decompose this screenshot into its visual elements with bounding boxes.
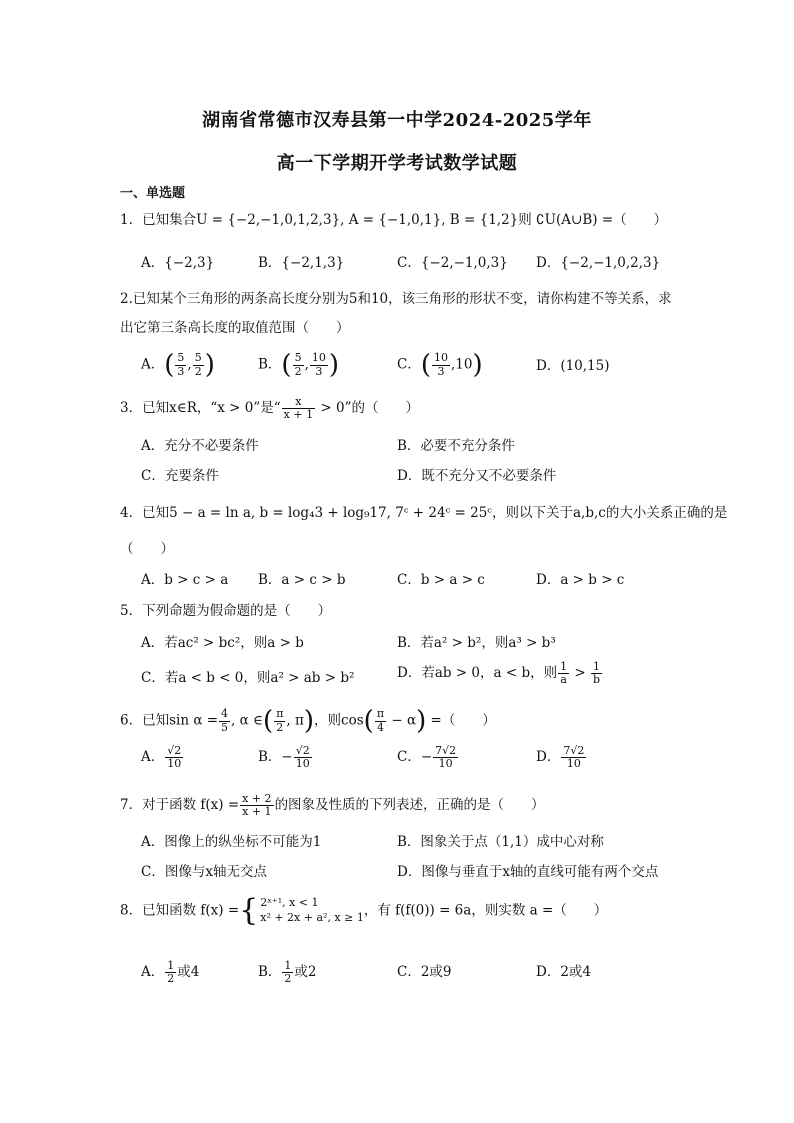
denominator: 2 bbox=[167, 972, 175, 986]
fraction bbox=[165, 745, 183, 770]
question-7-stem bbox=[120, 793, 545, 818]
fraction bbox=[165, 960, 176, 985]
fraction bbox=[294, 745, 312, 770]
question-8-option-a bbox=[141, 960, 199, 985]
option-letter: C． bbox=[397, 356, 421, 373]
denominator: 10 bbox=[167, 757, 182, 771]
question-4-option-a: A．b > c > a bbox=[141, 572, 229, 588]
fraction bbox=[375, 708, 386, 733]
fraction bbox=[591, 661, 602, 686]
question-2-option-a: A．( $\frac{5}{3}$ , $\frac{5}{2}$ ) bbox=[141, 350, 215, 380]
question-1-stem: 1．已知集合U = {−2,−1,0,1,2,3}, A = {−1,0,1}, B = {1,2}则 ∁U(A∪B) =（ ） bbox=[120, 212, 668, 228]
option-letter: B． bbox=[258, 964, 282, 981]
fraction bbox=[561, 745, 586, 770]
numerator: π bbox=[276, 707, 284, 721]
question-8-option-d: D．2或4 bbox=[536, 964, 592, 980]
numerator: 1 bbox=[560, 660, 568, 673]
question-4-stem: 4．已知5 − a = ln a, b = log₄3 + log₉17, 7ᶜ + 24ᶜ = 25ᶜ，则以下关于a,b,c的大小关系正确的是 bbox=[120, 505, 728, 521]
question-4-option-b: B．a > c > b bbox=[258, 572, 346, 588]
numerator: 10 bbox=[434, 351, 448, 365]
numerator: 5 bbox=[294, 351, 302, 365]
question-8-option-c: C．2或9 bbox=[397, 964, 452, 980]
stem-text: ，有 f(f(0)) = 6a，则实数 a =（ ） bbox=[363, 902, 608, 919]
question-3-stem bbox=[120, 396, 419, 421]
fraction bbox=[219, 708, 230, 733]
question-3-option-d: D．既不充分又不必要条件 bbox=[397, 468, 557, 484]
option-letter: A． bbox=[141, 964, 165, 981]
exam-title-line1: 湖南省常德市汉寿县第一中学2024-2025学年 bbox=[202, 110, 592, 131]
numerator: 7√2 bbox=[435, 744, 457, 757]
stem-text: 的图象及性质的下列表述，正确的是（ ） bbox=[274, 797, 545, 814]
denominator: b bbox=[593, 673, 601, 687]
question-7-option-d: D．图像与垂直于x轴的直线可能有两个交点 bbox=[397, 864, 659, 880]
stem-text: 6．已知sin α = bbox=[120, 712, 219, 729]
question-1-option-d: D．{−2,−1,0,2,3} bbox=[536, 255, 661, 271]
question-8-stem bbox=[120, 893, 608, 928]
numerator: 5 bbox=[177, 351, 185, 365]
denominator: 2 bbox=[194, 364, 202, 378]
question-3-option-a: A．充分不必要条件 bbox=[141, 438, 259, 454]
denominator: 10 bbox=[295, 757, 310, 771]
question-6-option-c bbox=[397, 745, 459, 770]
denominator: x + 1 bbox=[242, 805, 272, 819]
fraction bbox=[433, 745, 458, 770]
option-text: D．若ab > 0，a < b，则 bbox=[397, 665, 558, 682]
fraction bbox=[282, 396, 315, 421]
question-6-option-b bbox=[258, 745, 313, 770]
denominator: 2 bbox=[284, 972, 292, 986]
question-4-stem-tail: （ ） bbox=[120, 541, 174, 557]
question-7-option-b: B．图象关于点（1,1）成中心对称 bbox=[397, 834, 604, 850]
numerator: 1 bbox=[167, 959, 175, 972]
numerator: √2 bbox=[167, 744, 182, 757]
denominator: 3 bbox=[177, 364, 185, 378]
numerator: 5 bbox=[194, 351, 202, 365]
question-2-stem: 2.已知某个三角形的两条高长度分别为5和10，该三角形的形状不变，请你构建不等关系，求出它第三条高长度的取值范围（ ） bbox=[120, 291, 672, 336]
numerator: 4 bbox=[221, 707, 229, 721]
numerator: 10 bbox=[311, 351, 326, 365]
denominator: 3 bbox=[437, 364, 445, 378]
option-letter: C．− bbox=[397, 749, 433, 766]
stem-text: 8．已知函数 f(x) = bbox=[120, 902, 240, 919]
question-6-stem: 6．已知sin α = $\frac{4}{5}$ , α ∈( $\frac{\pi}{2}$ , π)，则cos( $\frac{\pi}{4}$ − α) =（ ） bbox=[120, 706, 496, 736]
question-1-option-b: B．{−2,1,3} bbox=[258, 255, 345, 271]
denominator: 2 bbox=[294, 364, 302, 378]
question-2-option-d: D．(10,15) bbox=[536, 358, 610, 374]
question-5-stem: 5．下列命题为假命题的是（ ） bbox=[120, 603, 332, 619]
left-brace: { bbox=[239, 893, 259, 928]
question-3-option-b: B．必要不充分条件 bbox=[397, 438, 515, 454]
piecewise-cases bbox=[260, 896, 364, 926]
stem-text: =（ ） bbox=[426, 712, 496, 729]
stem-text: − α bbox=[387, 712, 417, 729]
fraction bbox=[193, 352, 204, 377]
numerator: √2 bbox=[295, 744, 310, 757]
denominator: 3 bbox=[315, 364, 323, 378]
option-letter: A． bbox=[141, 356, 165, 373]
denominator: 5 bbox=[221, 720, 229, 734]
question-6-option-d bbox=[536, 745, 587, 770]
denominator: x + 1 bbox=[283, 408, 314, 422]
question-3-option-c: C．充要条件 bbox=[141, 468, 219, 484]
question-5-option-a: A．若ac² > bc²，则a > b bbox=[141, 635, 304, 651]
question-5-option-b: B．若a² > b²，则a³ > b³ bbox=[397, 635, 556, 651]
denominator: a bbox=[560, 673, 567, 687]
denominator: 2 bbox=[276, 720, 284, 734]
fraction bbox=[274, 708, 285, 733]
numerator: π bbox=[376, 707, 385, 721]
stem-text: , α ∈ bbox=[231, 712, 264, 729]
stem-text: > 0”的（ ） bbox=[316, 400, 419, 417]
exam-title-line2: 高一下学期开学考试数学试题 bbox=[276, 153, 518, 174]
fraction bbox=[240, 793, 273, 818]
question-1-option-a: A．{−2,3} bbox=[141, 255, 215, 271]
question-8-option-b bbox=[258, 960, 317, 985]
question-7-option-a: A．图像上的纵坐标不可能为1 bbox=[141, 834, 322, 850]
stem-text: ，则cos bbox=[314, 712, 364, 729]
question-4-option-c: C．b > a > c bbox=[397, 572, 485, 588]
stem-text: , π bbox=[286, 712, 304, 729]
option-letter: A． bbox=[141, 749, 165, 766]
numerator: 7√2 bbox=[563, 744, 585, 757]
fraction bbox=[558, 661, 569, 686]
option-tail: 或4 bbox=[177, 964, 200, 981]
option-letter: B．− bbox=[258, 749, 293, 766]
denominator: 4 bbox=[376, 720, 384, 734]
question-5-option-c: C．若a < b < 0，则a² > ab > b² bbox=[141, 670, 355, 686]
fraction bbox=[293, 352, 304, 377]
question-2-option-c: C．( $\frac{10}{3}$ ,10) bbox=[397, 350, 483, 380]
question-2-option-b: B．( $\frac{5}{2}$ , $\frac{10}{3}$ ) bbox=[258, 350, 340, 380]
stem-text: 7．对于函数 f(x) = bbox=[120, 797, 240, 814]
piece-case-1: 2ˣ⁺¹, x < 1 bbox=[260, 896, 319, 910]
numerator: 1 bbox=[284, 959, 292, 972]
piece-case-2: x² + 2x + a², x ≥ 1 bbox=[260, 911, 364, 924]
numerator: x + 2 bbox=[242, 792, 272, 805]
numerator: 1 bbox=[591, 661, 602, 674]
numerator: x bbox=[282, 396, 315, 409]
question-5-option-d: D．若ab > 0，a < b，则 $\frac{1}{a}$ > $\frac{1}{b}$ bbox=[397, 660, 601, 687]
question-7-option-c: C．图像与x轴无交点 bbox=[141, 864, 267, 880]
section-heading: 一、单选题 bbox=[120, 186, 186, 201]
question-6-option-a bbox=[141, 745, 184, 770]
denominator: 10 bbox=[438, 757, 453, 771]
option-letter: B． bbox=[258, 356, 282, 373]
fraction bbox=[282, 960, 293, 985]
fraction bbox=[310, 352, 328, 377]
option-tail: ,10 bbox=[451, 356, 473, 373]
fraction bbox=[432, 352, 450, 377]
denominator: 10 bbox=[566, 757, 581, 771]
option-letter: D． bbox=[536, 749, 561, 766]
question-1-option-c: C．{−2,−1,0,3} bbox=[397, 255, 508, 271]
fraction bbox=[175, 352, 186, 377]
stem-text: 3．已知x∈R，“x > 0”是“ bbox=[120, 400, 281, 417]
question-4-option-d: D．a > b > c bbox=[536, 572, 625, 588]
option-tail: 或2 bbox=[294, 964, 317, 981]
